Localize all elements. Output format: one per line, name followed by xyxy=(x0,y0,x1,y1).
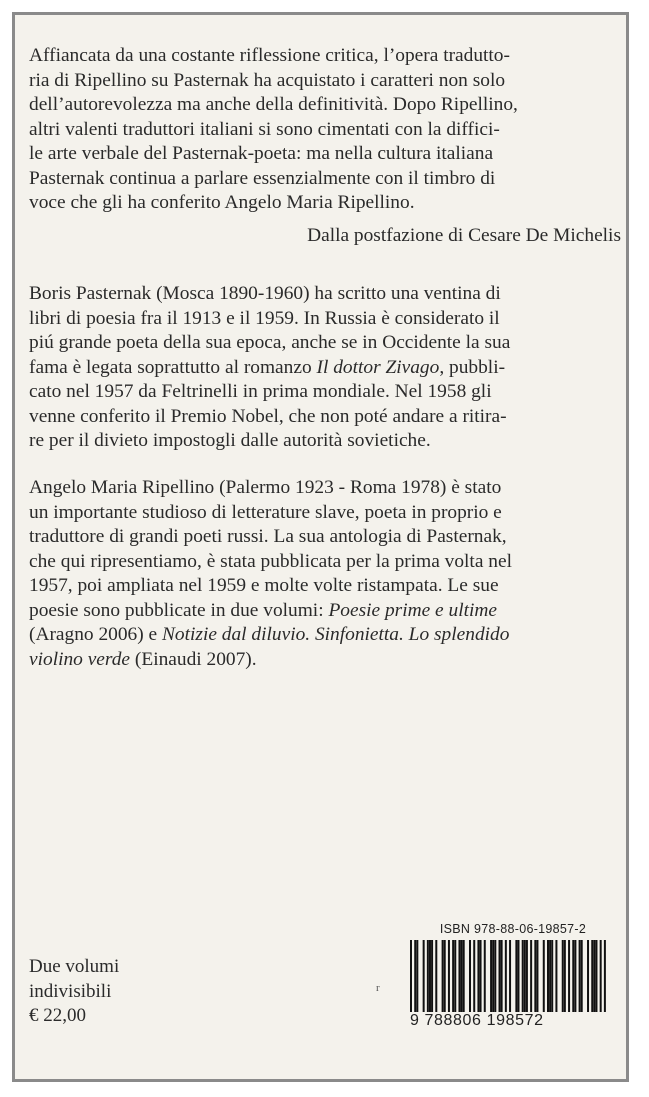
quote-line: Pasternak continua a parlare essenzialmente con il timbro di xyxy=(29,167,496,189)
barcode-bar xyxy=(499,940,501,1012)
barcode-bar xyxy=(543,940,545,1012)
barcode-bar xyxy=(473,940,475,1012)
barcode-bar xyxy=(579,940,581,1012)
barcode-bar xyxy=(536,940,538,1012)
book-title: Poesie prime e ultime xyxy=(328,599,497,621)
bio-line: venne conferito il Premio Nobel, che non poté andare a ritira- xyxy=(29,405,507,427)
quote-line: le arte verbale del Pasternak-poeta: ma nella cultura italiana xyxy=(29,143,494,164)
barcode-bar xyxy=(490,940,492,1012)
barcode-bar xyxy=(484,940,486,1012)
barcode-bar xyxy=(444,940,446,1012)
isbn-label: ISBN 978-88-06-19857-2 xyxy=(439,922,587,936)
quote-line: Affiancata da una costante riflessione critica, l’opera tradutto- xyxy=(29,45,510,66)
barcode-bar xyxy=(591,940,593,1012)
quote-line: altri valenti traduttori italiani si sono cimentati con la diffici- xyxy=(29,118,500,140)
barcode-bar xyxy=(522,940,524,1012)
barcode-bar xyxy=(442,940,444,1012)
barcode-bar xyxy=(564,940,566,1012)
barcode-bar xyxy=(530,940,532,1012)
barcode-bar xyxy=(494,940,496,1012)
barcode-bar xyxy=(547,940,549,1012)
bio-line xyxy=(29,599,604,624)
novel-title: Il dottor Zivago xyxy=(316,356,440,378)
barcode-bar xyxy=(429,940,431,1012)
barcode-bar xyxy=(463,940,465,1012)
barcode-bar xyxy=(534,940,536,1012)
bio-line xyxy=(29,648,604,673)
barcode-bar xyxy=(568,940,570,1012)
barcode-bar xyxy=(587,940,589,1012)
barcode-bar xyxy=(448,940,450,1012)
barcode-bar xyxy=(435,940,437,1012)
bio-line: Angelo Maria Ripellino (Palermo 1923 - Roma 1978) è stato xyxy=(29,477,502,498)
barcode-bar xyxy=(454,940,456,1012)
bio-text: poesie sono pubblicate in due volumi: xyxy=(29,599,329,621)
volume-note: indivisibili xyxy=(29,980,112,1002)
bio-line: 1957, poi ampliata nel 1959 e molte volte ristampata. Le sue xyxy=(29,575,499,596)
ripellino-bio-paragraph xyxy=(29,476,604,672)
bio-text: (Aragno 2006) e xyxy=(29,624,162,645)
barcode-bar xyxy=(526,940,528,1012)
barcode-bar xyxy=(593,940,595,1012)
bio-line: piú grande poeta della sua epoca, anche se in Occidente la sua xyxy=(29,332,511,353)
bio-line: che qui ripresentiamo, è stata pubblicata per la prima volta nel xyxy=(29,550,512,572)
barcode-bar xyxy=(517,940,519,1012)
bio-line: libri di poesia fra il 1913 e il 1959. In Russia è considerato il xyxy=(29,307,500,329)
bio-line xyxy=(29,356,604,381)
barcode-bar xyxy=(461,940,463,1012)
book-title: Notizie dal diluvio. Sinfonietta. Lo splendido xyxy=(162,624,510,645)
barcode-bar xyxy=(452,940,454,1012)
quote-paragraph xyxy=(29,44,604,216)
printer-mark: r xyxy=(376,982,380,994)
barcode-number: 9 788806 198572 xyxy=(408,1012,610,1030)
price-amount: € 22,00 xyxy=(29,1005,86,1026)
bio-text: (Einaudi 2007). xyxy=(130,648,257,670)
barcode-bar xyxy=(458,940,460,1012)
barcode-bar xyxy=(427,940,429,1012)
barcode-bar xyxy=(501,940,503,1012)
barcode-bar xyxy=(574,940,576,1012)
bio-line: traduttore di grandi poeti russi. La sua antologia di Pasternak, xyxy=(29,526,507,547)
barcode-bar xyxy=(549,940,551,1012)
bio-line: cato nel 1957 da Feltrinelli in prima mondiale. Nel 1958 gli xyxy=(29,381,492,402)
pasternak-bio-paragraph xyxy=(29,282,604,454)
barcode-bar xyxy=(431,940,433,1012)
barcode-bar xyxy=(581,940,583,1012)
barcode-bar xyxy=(492,940,494,1012)
bio-line: Boris Pasternak (Mosca 1890-1960) ha scritto una ventina di xyxy=(29,283,501,304)
price-block xyxy=(29,955,119,1029)
barcode-bar xyxy=(555,940,557,1012)
barcode-bar xyxy=(515,940,517,1012)
quote-attribution: Dalla postfazione di Cesare De Michelis xyxy=(307,225,621,246)
barcode-bar xyxy=(469,940,471,1012)
barcode-bar xyxy=(562,940,564,1012)
barcode-bar xyxy=(524,940,526,1012)
barcode-bar xyxy=(551,940,553,1012)
barcode-bar xyxy=(416,940,418,1012)
quote-line: voce che gli ha conferito Angelo Maria Ripellino. xyxy=(29,192,415,213)
barcode-bar xyxy=(477,940,479,1012)
quote-line: dell’autorevolezza ma anche della definitività. Dopo Ripellino, xyxy=(29,94,518,115)
bio-line: un importante studioso di letterature slave, poeta in proprio e xyxy=(29,501,502,523)
quote-line: ria di Ripellino su Pasternak ha acquistato i caratteri non solo xyxy=(29,69,506,91)
bio-line: re per il divieto impostogli dalle autorità sovietiche. xyxy=(29,430,431,451)
book-title: violino verde xyxy=(29,648,131,670)
bio-text: fama è legata soprattutto al romanzo xyxy=(29,356,317,378)
barcode-bar xyxy=(572,940,574,1012)
bio-text: , pubbli- xyxy=(439,356,506,378)
barcode-bar xyxy=(423,940,425,1012)
volume-note: Due volumi xyxy=(29,956,120,977)
bio-line xyxy=(29,623,604,648)
barcode-bar xyxy=(480,940,482,1012)
barcode-bar xyxy=(595,940,597,1012)
